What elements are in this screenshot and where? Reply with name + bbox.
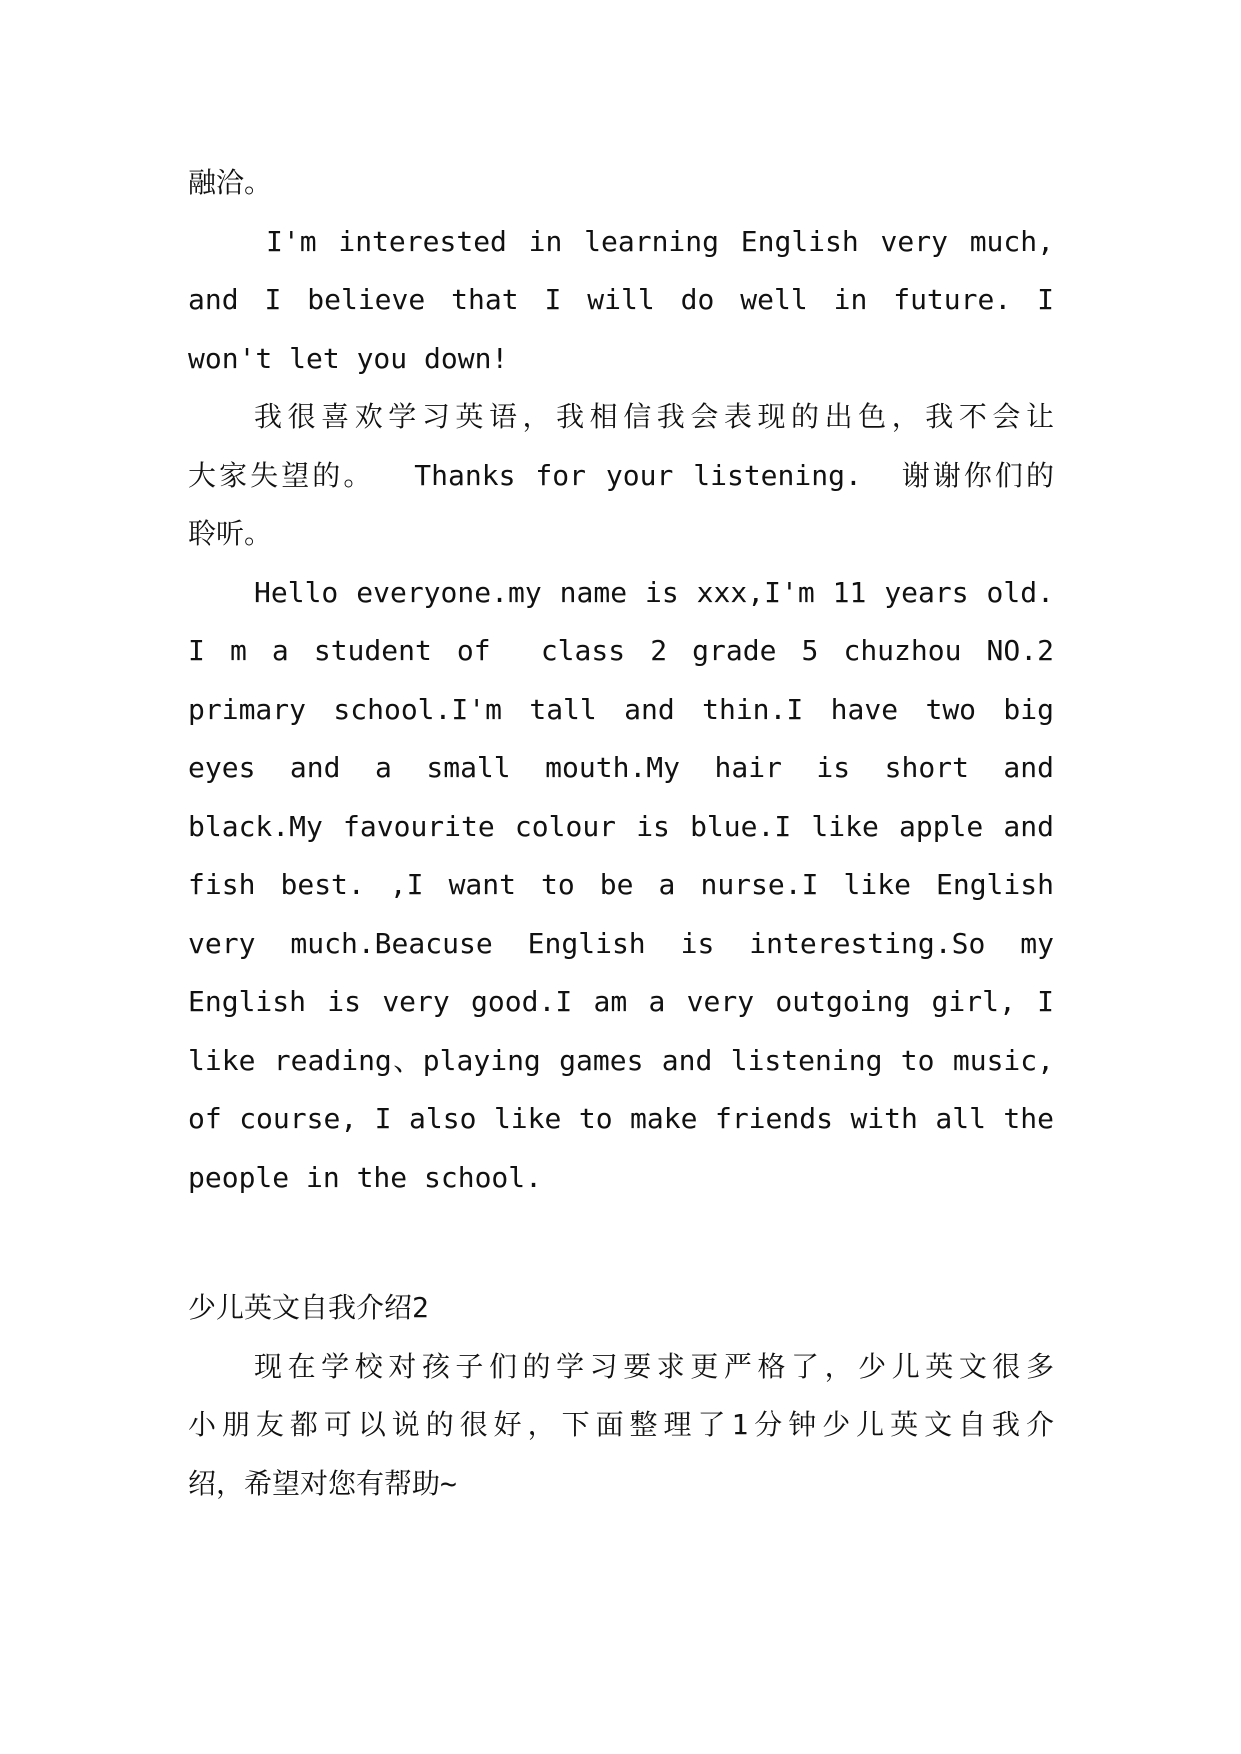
text-line: English is very good.I am a very outgoing girl, I <box>188 985 1054 1018</box>
text-line: 大家失望的。 Thanks for your listening. 谢谢你们的 <box>188 458 1054 492</box>
text-line: 绍，希望对您有帮助~ <box>188 1466 457 1500</box>
text-line: 聆听。 <box>188 517 273 550</box>
text-line: and I believe that I will do well in future. I <box>188 283 1054 316</box>
text-line: eyes and a small mouth.My hair is short and <box>188 751 1054 784</box>
text-line: very much.Beacuse English is interesting.So my <box>188 926 1054 960</box>
text-line: of course, I also like to make friends with all the <box>188 1102 1054 1135</box>
text-line: I'm interested in learning English very much, <box>266 224 1054 258</box>
text-line: people in the school. <box>188 1160 543 1194</box>
text-line: won't let you down! <box>188 341 509 375</box>
section-gap <box>188 1207 1054 1279</box>
text-line: fish best. ,I want to be a nurse.I like English <box>188 868 1054 901</box>
text-line: black.My favourite colour is blue.I like apple and <box>188 809 1054 843</box>
text-line: 现在学校对孩子们的学习要求更严格了，少儿英文很多 <box>254 1349 1054 1383</box>
text-line: I m a student of class 2 grade 5 chuzhou NO.2 <box>188 634 1054 667</box>
text-line: 我很喜欢学习英语，我相信我会表现的出色，我不会让 <box>254 400 1054 433</box>
text-line: 融洽。 <box>188 166 273 199</box>
text-line: Hello everyone.my name is xxx,I'm 11 years old. <box>254 575 1054 609</box>
text-line: 小朋友都可以说的很好，下面整理了1分钟少儿英文自我介 <box>188 1408 1054 1441</box>
text-line: like reading、playing games and listening to music, <box>188 1043 1054 1077</box>
text-line: primary school.I'm tall and thin.I have two big <box>188 692 1054 726</box>
section-title: 少儿英文自我介绍2 <box>188 1291 429 1324</box>
document-body <box>188 154 1054 1513</box>
